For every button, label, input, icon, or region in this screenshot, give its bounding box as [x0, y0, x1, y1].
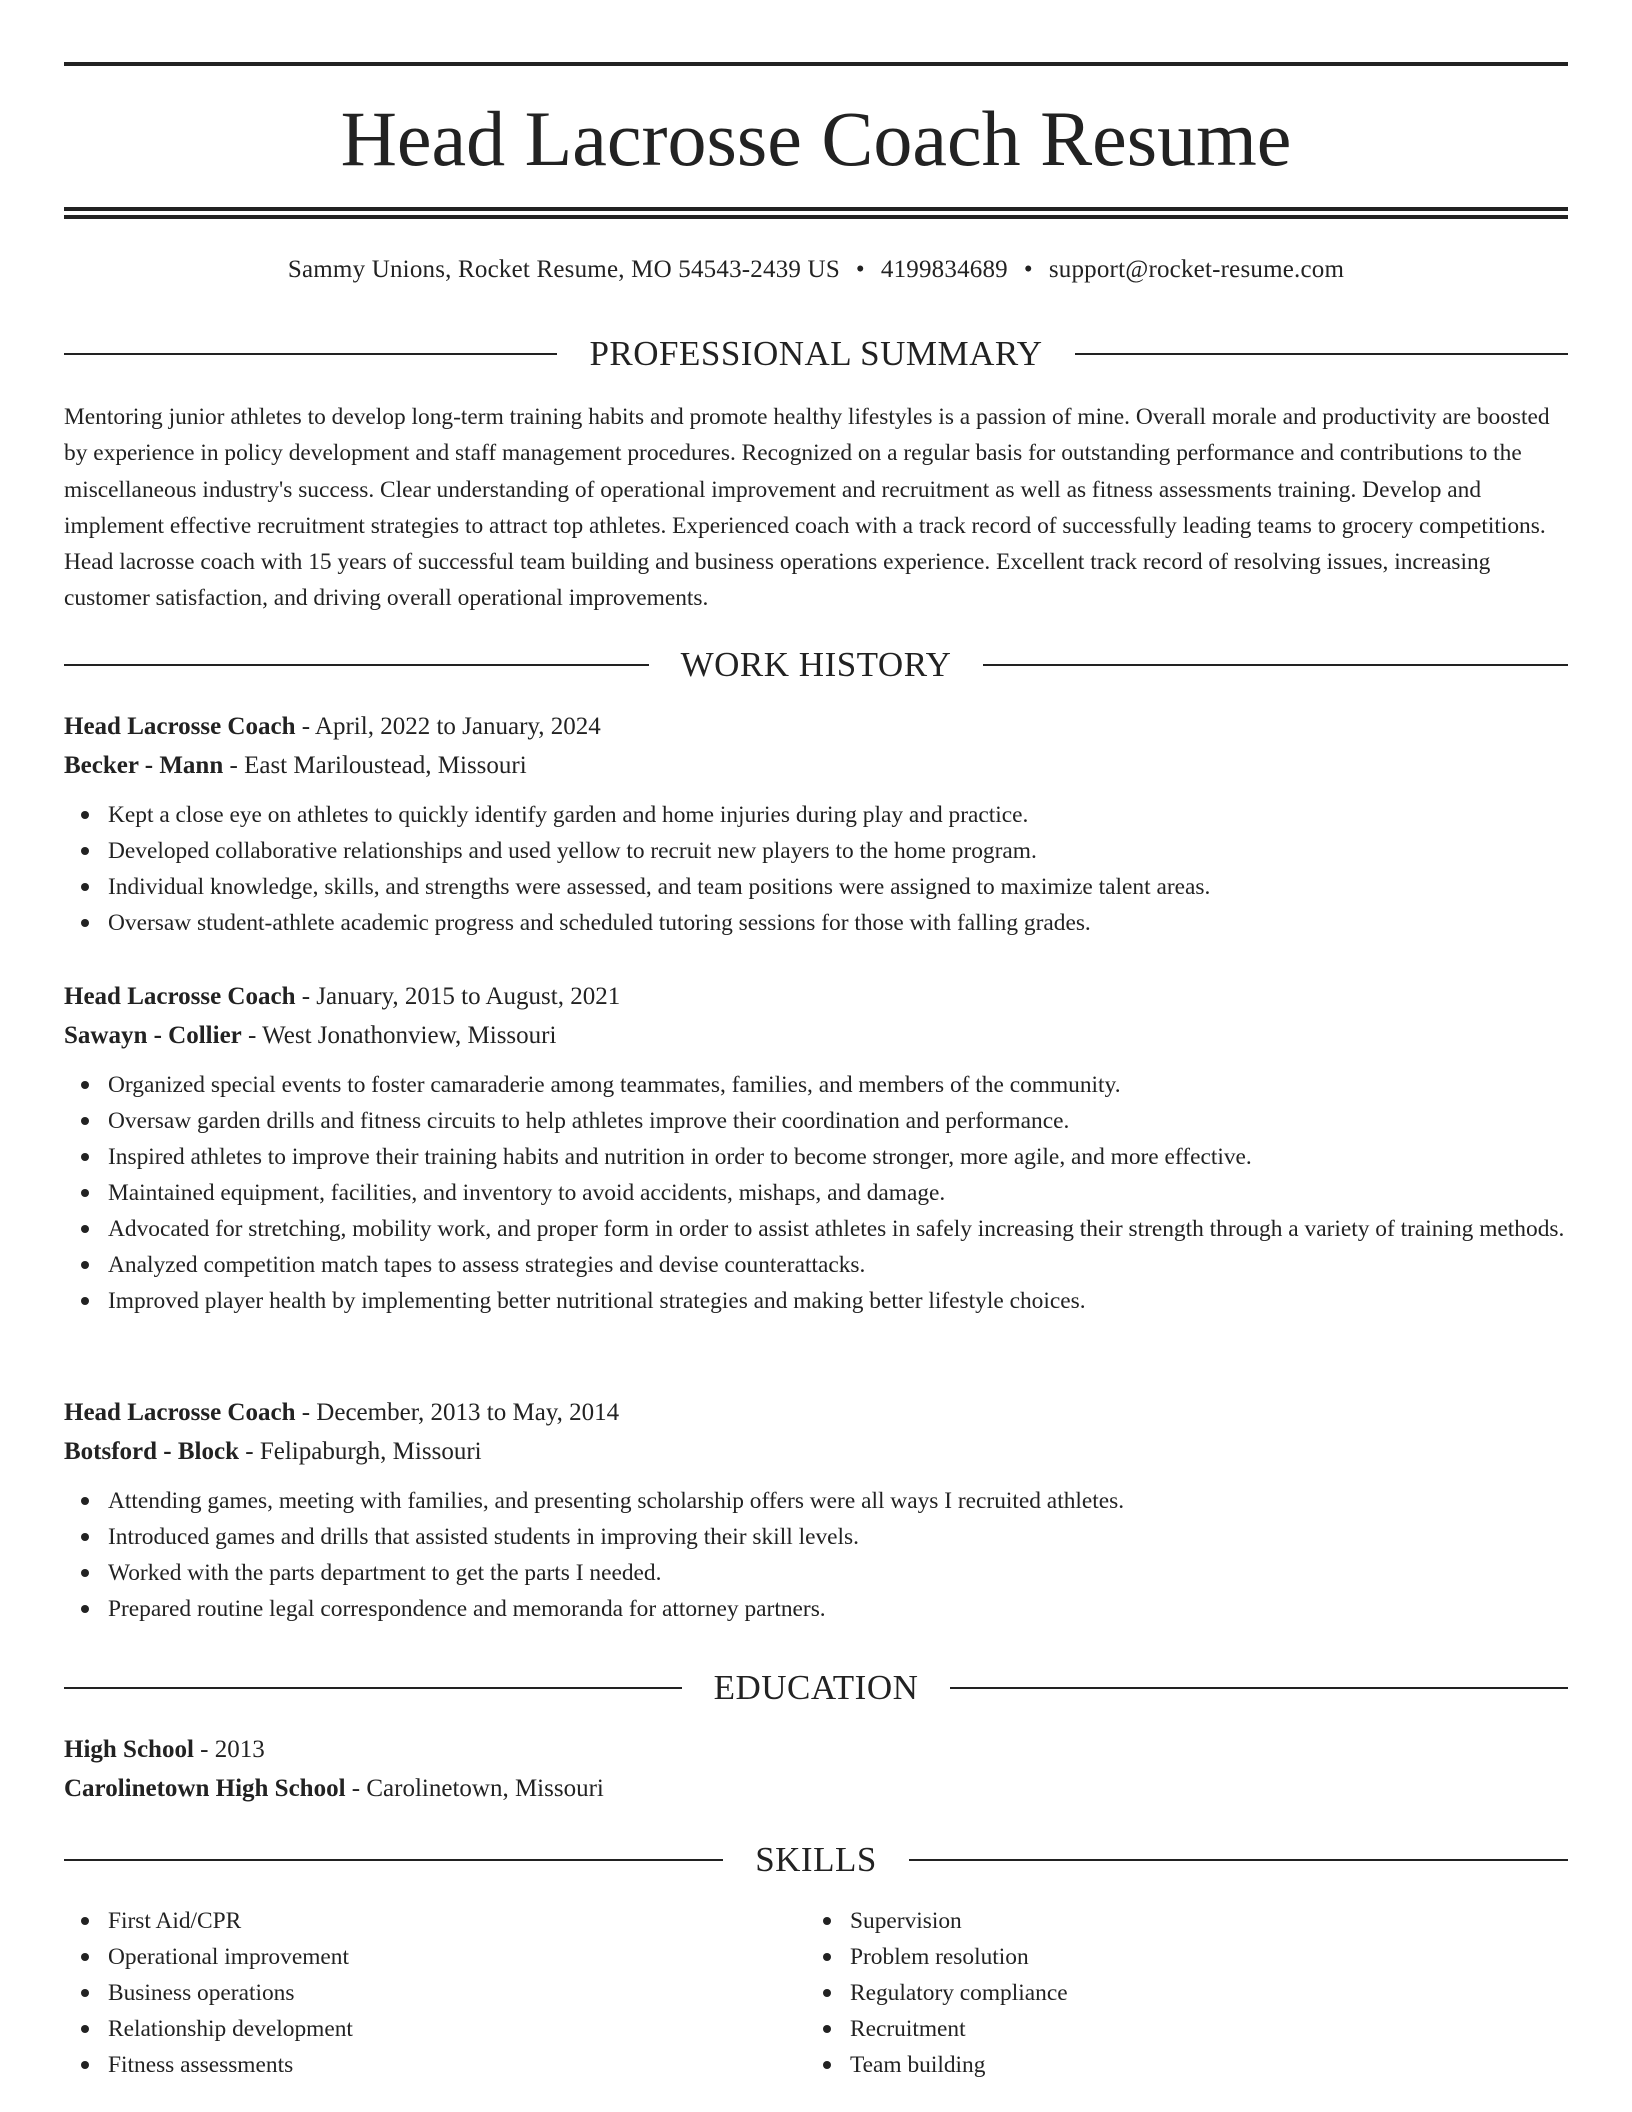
section-heading-summary [64, 332, 1568, 376]
education-degree-line [64, 1730, 1568, 1769]
heading-rule [909, 1859, 1568, 1861]
job-entry [64, 707, 1568, 941]
skill-item: Team building [806, 2047, 1526, 2083]
education-entry [64, 1730, 1568, 1808]
section-heading-skills [64, 1838, 1568, 1882]
contact-separator: • [855, 256, 865, 283]
job-location: - East Mariloustead, Missouri [223, 752, 527, 779]
skills-list [806, 1903, 1526, 2083]
list-item: Oversaw garden drills and fitness circuits to help athletes improve their coordination and performance. [64, 1103, 1568, 1139]
job-company: Becker - Mann [64, 752, 224, 779]
list-item: Analyzed competition match tapes to assess strategies and devise counterattacks. [64, 1247, 1568, 1283]
heading-rule [64, 664, 649, 666]
job-company: Botsford - Block [64, 1438, 239, 1465]
section-heading-work-history [64, 643, 1568, 687]
list-item: Worked with the parts department to get the parts I needed. [64, 1555, 1568, 1591]
education-school: Carolinetown High School [64, 1775, 346, 1802]
summary-paragraph: Mentoring junior athletes to develop long-term training habits and promote healthy lifestyles is a passion of mine. Overall morale and productivity are boosted by experience in policy development and staff management procedures. Recognized on a regular basis for outstanding performance and contributions to the miscellaneous industry's success. Clear understanding of operational improvement and recruitment as well as fitness assessments training. Develop and implement effective recruitment strategies to attract top athletes. Experienced coach with a track record of successfully leading teams to grocery competitions. Head lacrosse coach with 15 years of successful team building and business operations experience. Excellent track record of resolving issues, increasing customer satisfaction, and driving overall operational improvements. [64, 404, 1550, 612]
heading-rule [64, 353, 557, 355]
job-company-line [64, 746, 1568, 785]
education-school-line [64, 1769, 1568, 1808]
skill-item: Regulatory compliance [806, 1975, 1526, 2011]
contact-separator: • [1023, 256, 1033, 283]
section-heading-education [64, 1666, 1568, 1710]
header-rule-upper [64, 207, 1568, 211]
skill-item: Relationship development [64, 2011, 784, 2047]
list-item: Advocated for stretching, mobility work, and proper form in order to assist athletes in safely increasing their strength through a variety of training methods. [64, 1211, 1568, 1247]
heading-rule [64, 1859, 723, 1861]
job-company: Sawayn - Collier [64, 1022, 242, 1049]
job-location: - West Jonathonview, Missouri [241, 1022, 557, 1049]
job-company-line [64, 1432, 1568, 1471]
list-item: Organized special events to foster camaraderie among teammates, families, and members of the community. [64, 1067, 1568, 1103]
list-item: Individual knowledge, skills, and strengths were assessed, and team positions were assigned to maximize talent areas. [64, 869, 1568, 905]
list-item: Attending games, meeting with families, and presenting scholarship offers were all ways I recruited athletes. [64, 1483, 1568, 1519]
job-title-line [64, 1393, 1568, 1432]
skills-column-left [64, 1903, 784, 2083]
skill-item: Problem resolution [806, 1939, 1526, 1975]
list-item: Developed collaborative relationships and used yellow to recruit new players to the home program. [64, 833, 1568, 869]
job-dates: - December, 2013 to May, 2014 [295, 1399, 620, 1426]
job-dates: - January, 2015 to August, 2021 [295, 983, 621, 1010]
contact-line [64, 252, 1568, 288]
list-item: Oversaw student-athlete academic progress and scheduled tutoring sessions for those with falling grades. [64, 905, 1568, 941]
list-item: Inspired athletes to improve their training habits and nutrition in order to become stronger, more agile, and more effective. [64, 1139, 1568, 1175]
job-dates: - April, 2022 to January, 2024 [295, 713, 601, 740]
job-title-line [64, 977, 1568, 1016]
skills-list [64, 1903, 784, 2083]
contact-address: Sammy Unions, Rocket Resume, MO 54543-2439 US [287, 256, 840, 283]
section-heading-label: PROFESSIONAL SUMMARY [589, 334, 1043, 373]
section-heading-label: EDUCATION [713, 1668, 919, 1707]
skills-column-right [806, 1903, 1526, 2083]
job-title-line [64, 707, 1568, 746]
section-heading-label: WORK HISTORY [680, 645, 952, 684]
header-rule-lower [64, 215, 1568, 219]
job-title: Head Lacrosse Coach [64, 713, 296, 740]
skill-item: Business operations [64, 1975, 784, 2011]
education-year: - 2013 [193, 1736, 265, 1763]
education-location: - Carolinetown, Missouri [345, 1775, 604, 1802]
job-entry [64, 977, 1568, 1319]
job-bullets [64, 1483, 1568, 1627]
contact-phone: 4199834689 [880, 256, 1008, 283]
skill-item: Supervision [806, 1903, 1526, 1939]
skill-item: Recruitment [806, 2011, 1526, 2047]
header-top-rule [64, 62, 1568, 66]
skill-item: Operational improvement [64, 1939, 784, 1975]
job-entry [64, 1393, 1568, 1627]
heading-rule [1075, 353, 1568, 355]
heading-rule [950, 1687, 1568, 1689]
job-location: - Felipaburgh, Missouri [239, 1438, 482, 1465]
heading-rule [983, 664, 1568, 666]
contact-email[interactable]: support@rocket-resume.com [1048, 256, 1345, 283]
job-company-line [64, 1016, 1568, 1055]
job-bullets [64, 1067, 1568, 1319]
list-item: Improved player health by implementing better nutritional strategies and making better lifestyle choices. [64, 1283, 1568, 1319]
resume-title: Head Lacrosse Coach Resume [340, 95, 1292, 182]
section-heading-label: SKILLS [755, 1840, 877, 1879]
education-degree: High School [64, 1736, 194, 1763]
list-item: Prepared routine legal correspondence and memoranda for attorney partners. [64, 1591, 1568, 1627]
list-item: Introduced games and drills that assisted students in improving their skill levels. [64, 1519, 1568, 1555]
skill-item: Fitness assessments [64, 2047, 784, 2083]
job-title: Head Lacrosse Coach [64, 1399, 296, 1426]
list-item: Kept a close eye on athletes to quickly identify garden and home injuries during play and practice. [64, 797, 1568, 833]
list-item: Maintained equipment, facilities, and inventory to avoid accidents, mishaps, and damage. [64, 1175, 1568, 1211]
skill-item: First Aid/CPR [64, 1903, 784, 1939]
job-bullets [64, 797, 1568, 941]
job-title: Head Lacrosse Coach [64, 983, 296, 1010]
heading-rule [64, 1687, 682, 1689]
